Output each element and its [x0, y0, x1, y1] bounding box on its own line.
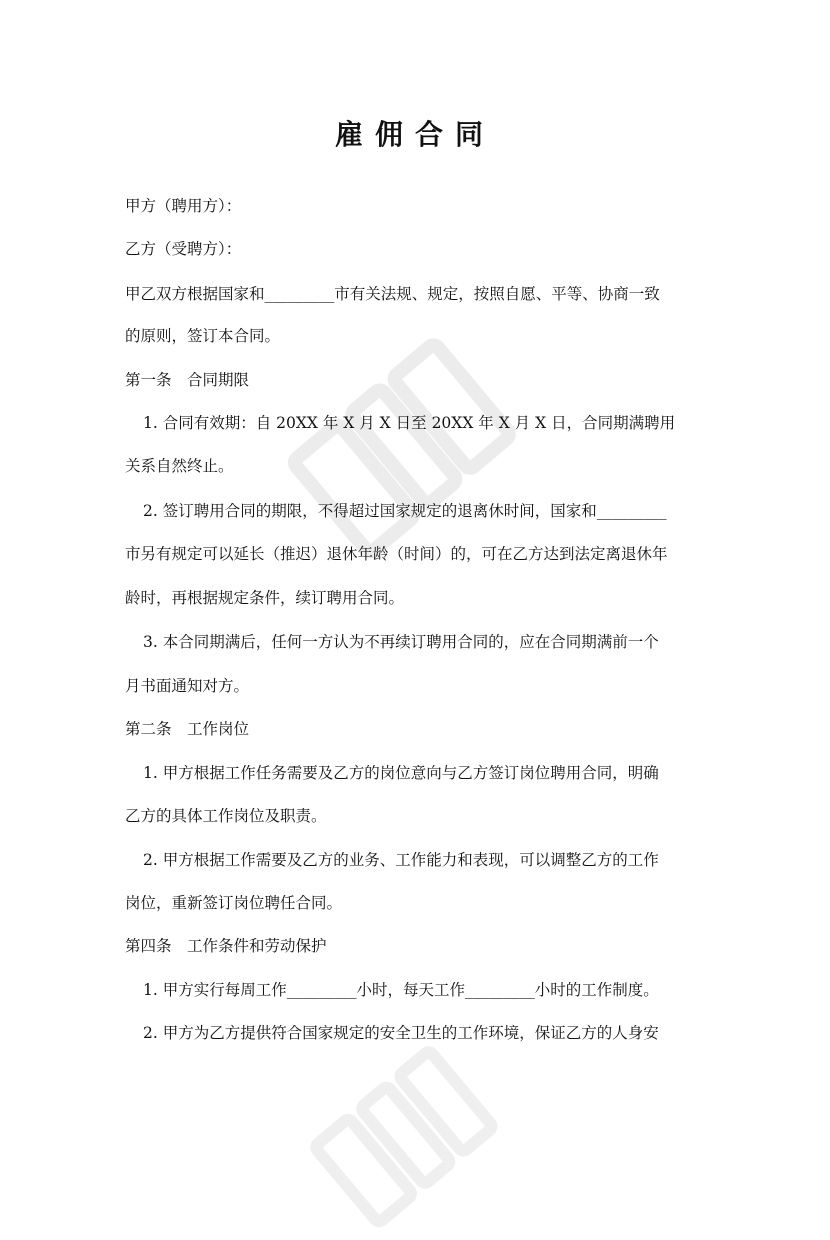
clause-line: 1. 甲方实行每周工作_________小时，每天工作_________小时的工作制度。 — [143, 981, 659, 999]
section-heading: 第四条 工作条件和劳动保护 — [125, 937, 327, 955]
clause-line: 2. 甲方根据工作需要及乙方的业务、工作能力和表现，可以调整乙方的工作 — [143, 851, 659, 869]
watermark-logo — [270, 320, 530, 580]
clause-line: 2. 签订聘用合同的期限，不得超过国家规定的退离休时间，国家和_________ — [143, 502, 667, 520]
section-heading: 第二条 工作岗位 — [125, 720, 250, 738]
clause-line: 3. 本合同期满后，任何一方认为不再续订聘用合同的，应在合同期满前一个 — [143, 633, 659, 651]
intro-line: 的原则，签订本合同。 — [125, 327, 281, 345]
clause-line: 龄时，再根据规定条件，续订聘用合同。 — [125, 589, 405, 607]
clause-line: 关系自然终止。 — [125, 457, 234, 475]
clause-line: 1. 甲方根据工作任务需要及乙方的岗位意向与乙方签订岗位聘用合同，明确 — [143, 764, 659, 782]
section-heading: 第一条 合同期限 — [125, 371, 250, 389]
clause-line: 2. 甲方为乙方提供符合国家规定的安全卫生的工作环境，保证乙方的人身安 — [143, 1024, 659, 1042]
party-a-line: 甲方（聘用方）： — [125, 197, 242, 215]
clause-line: 1. 合同有效期：自 20XX 年 X 月 X 日至 20XX 年 X 月 X 日，合同期满聘用 — [143, 414, 676, 432]
clause-line: 市另有规定可以延长（推迟）退休年龄（时间）的，可在乙方达到法定离退休年 — [125, 545, 668, 563]
clause-line: 岗位，重新签订岗位聘任合同。 — [125, 894, 343, 912]
party-b-line: 乙方（受聘方）： — [125, 240, 242, 258]
intro-line: 甲乙双方根据国家和_________市有关法规、规定，按照自愿、平等、协商一致 — [125, 285, 660, 303]
clause-line: 月书面通知对方。 — [125, 677, 250, 695]
clause-line: 乙方的具体工作岗位及职责。 — [125, 807, 327, 825]
watermark-logo-bottom — [300, 1040, 500, 1240]
page-title: 雇佣合同 — [334, 118, 495, 151]
